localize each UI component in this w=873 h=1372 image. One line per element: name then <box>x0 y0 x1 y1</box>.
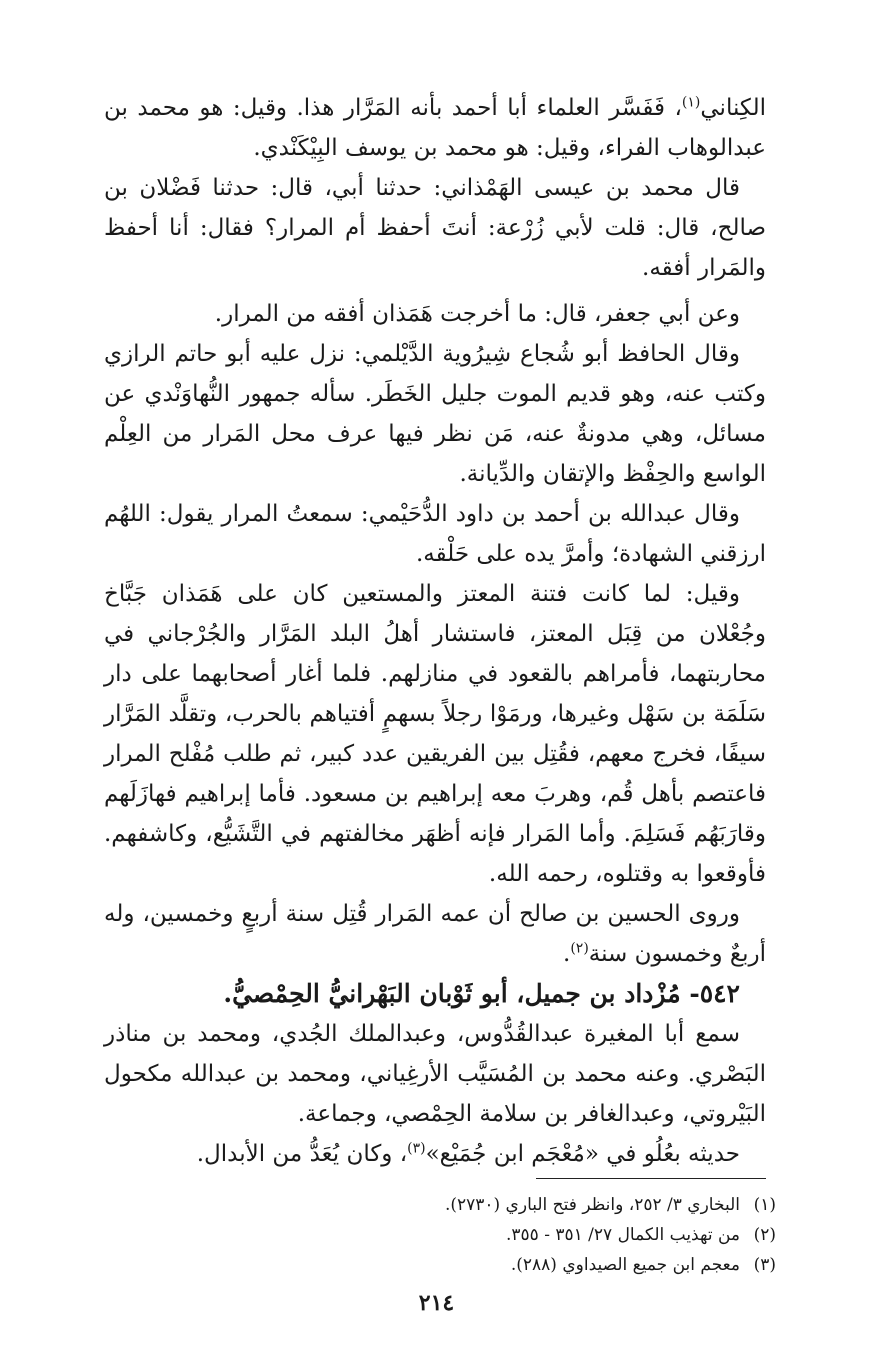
footnote-divider <box>536 1178 766 1179</box>
paragraph-1 <box>104 88 766 168</box>
hadith-line-text: حديثه بعُلُو في «مُعْجَم ابن جُمَيْع» <box>425 1141 740 1167</box>
footnote-3-number: (٣) <box>753 1255 776 1275</box>
hadith-line-rest: ، وكان يُعَدُّ من الأبدال. <box>196 1141 408 1167</box>
paragraph-7-rest: . <box>563 941 571 967</box>
paragraph-7-text: وروى الحسين بن صالح أن عمه المَرار قُتِل سنة أربعٍ وخمسين، وله أربعٌ وخمسون سنة <box>104 901 766 967</box>
page-number: ٢١٤ <box>418 1290 455 1316</box>
footnote-1 <box>104 1190 776 1220</box>
paragraph-3: وعن أبي جعفر، قال: ما أخرجت هَمَذان أفقه من المرار. <box>214 301 740 327</box>
footnote-ref-2: (٢) <box>570 940 589 957</box>
entry-paragraph: سمع أبا المغيرة عبدالقُدُّوس، وعبدالملك الجُدي، ومحمد بن مناذر البَصْري. وعنه محمد بن المُسَيَّب الأرغِياني، ومحمد بن عبدالله مكحول البَيْروتي، وعبدالغافر بن سلامة الحِمْصي، وجماعة. <box>104 1021 766 1127</box>
footnote-3 <box>104 1250 776 1280</box>
footnote-2 <box>104 1220 776 1250</box>
footnote-3-text: معجم ابن جميع الصيداوي (٢٨٨). <box>510 1255 740 1275</box>
entry-heading: ٥٤٢- مُزْداد بن جميل، أبو ثَوْبان البَهْرانيُّ الحِمْصيُّ. <box>223 979 740 1008</box>
footnote-ref-1: (١) <box>681 94 701 111</box>
paragraph-2: قال محمد بن عيسى الهَمْذاني: حدثنا أبي، قال: حدثنا فَضْلان بن صالح، قال: قلت لأبي زُرْعة: أنتَ أحفظ أم المرار؟ فقال: أنا أحفظ والمَرار أفقه. <box>104 175 766 281</box>
main-text-block <box>104 88 766 1174</box>
paragraph-7 <box>104 894 766 974</box>
paragraph-6: وقيل: لما كانت فتنة المعتز والمستعين كان على هَمَذان جَبَّاخ وجُعْلان من قِبَل المعتز، فاستشار أهلُ البلد المَرَّار والجُرْجاني في محاربتهما، فأمراهم بالقعود في منازلهم. فلما أغار أصحابهما على دار سَلَمَة بن سَهْل وغيرها، ورمَوْا رجلاً بسهمٍ أفتياهم بالحرب، وتقلَّد المَرَّار سيفًا، فخرج معهم، فقُتِل بين الفريقين عدد كبير، ثم طلب مُفْلح المرار فاعتصم بأهل قُم، وهربَ معه إبراهيم بن مسعود. فأما إبراهيم فهازَلَهم وقارَبَهُم فَسَلِمَ. وأما المَرار فإنه أظهَر مخالفتهم في التَّشَيُّع، وكاشفهم. فأوقعوا به وقتلوه، رحمه الله. <box>104 581 766 887</box>
paragraph-1-rest: ، فَفَسَّر العلماء أبا أحمد بأنه المَرَّار هذا. وقيل: هو محمد بن عبدالوهاب الفراء، وقيل: هو محمد بن يوسف البِيْكَنْدي. <box>104 95 766 161</box>
hadith-line <box>104 1134 766 1174</box>
footnote-2-number: (٢) <box>753 1225 776 1245</box>
footnote-1-number: (١) <box>753 1195 776 1215</box>
footnotes-block <box>104 1190 776 1280</box>
paragraph-5: وقال عبدالله بن أحمد بن داود الدُّحَيْمي: سمعتُ المرار يقول: اللهُم ارزقني الشهادة؛ وأمرَّ يده على حَلْقه. <box>104 501 766 567</box>
paragraph-4: وقال الحافظ أبو شُجاع شِيرُوية الدَّيْلمي: نزل عليه أبو حاتم الرازي وكتب عنه، وهو قديم الموت جليل الخَطَر. سأله جمهور النُّهاوَنْدي عن مسائل، وهي مدونةٌ عنه، مَن نظر فيها عرف محل المَرار من العِلْم الواسع والحِفْظ والإتقان والدِّيانة. <box>104 341 766 487</box>
footnote-1-text: البخاري ٣/ ٢٥٢، وانظر فتح الباري (٢٧٣٠). <box>444 1195 740 1215</box>
footnote-ref-3: (٣) <box>407 1140 426 1157</box>
paragraph-1-text: الكِناني <box>700 95 766 121</box>
footnote-2-text: من تهذيب الكمال ٢٧/ ٣٥١ - ٣٥٥. <box>505 1225 740 1245</box>
